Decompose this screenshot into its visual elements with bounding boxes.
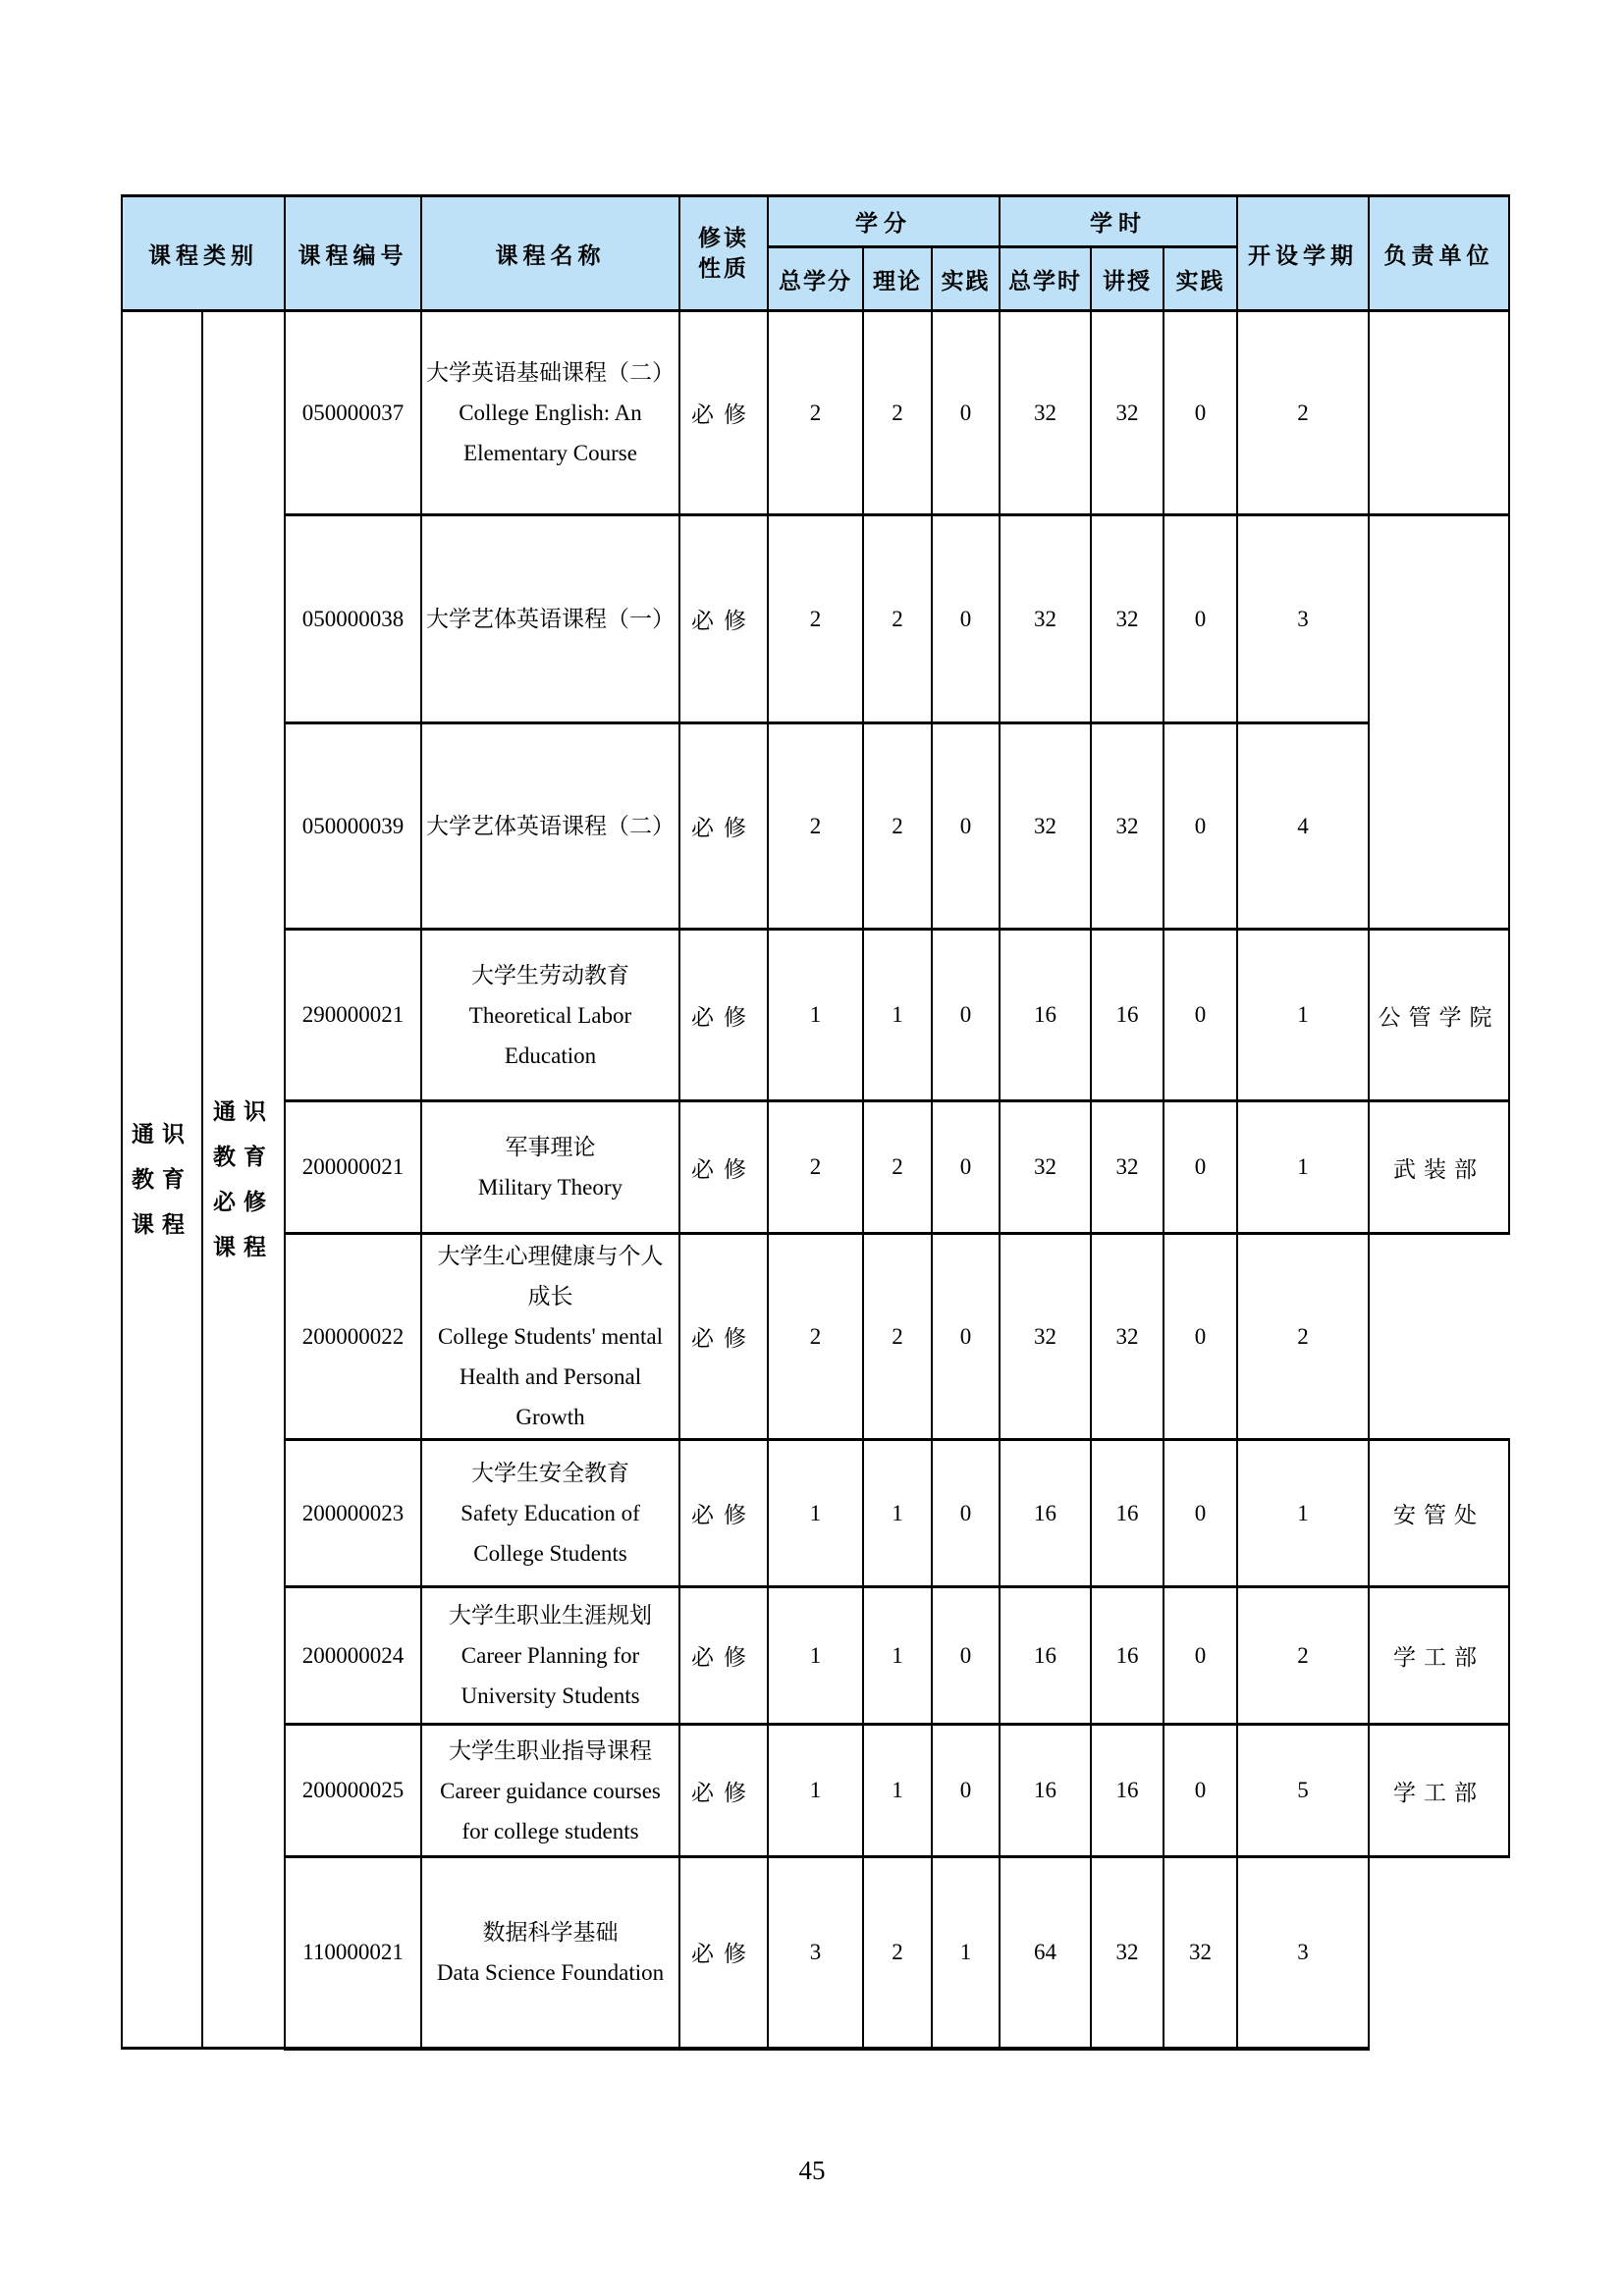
- semester-cell: 4: [1237, 723, 1369, 930]
- credits-practice: 1: [932, 1857, 1000, 2049]
- course-code: 200000023: [285, 1440, 421, 1587]
- course-nature: 必修: [679, 1857, 768, 2049]
- credits-total: 2: [768, 723, 863, 930]
- unit-cell-merged: [1369, 515, 1509, 930]
- credits-total: 2: [768, 515, 863, 723]
- credits-theory: 2: [863, 515, 932, 723]
- credits-practice: 0: [932, 1101, 1000, 1234]
- course-name: 军事理论 Military Theory: [421, 1101, 679, 1234]
- course-nature: 必修: [679, 930, 768, 1101]
- unit-cell: 武装部: [1369, 1101, 1509, 1234]
- header-cell-theory: 理论: [863, 247, 932, 311]
- credits-total: 1: [768, 1587, 863, 1725]
- hours-lecture: 32: [1091, 1101, 1164, 1234]
- unit-cell: 学工部: [1369, 1587, 1509, 1725]
- course-row: [122, 1101, 1509, 1234]
- hours-total: 32: [1000, 1101, 1091, 1234]
- course-nature: 必修: [679, 1234, 768, 1440]
- header-group-hours: 学时: [1000, 196, 1237, 247]
- credits-practice: 0: [932, 723, 1000, 930]
- header-cell-nature: 修读 性质: [679, 196, 768, 311]
- unit-cell-open: [1369, 1234, 1509, 1440]
- hours-lecture: 32: [1091, 1857, 1164, 2049]
- credits-total: 1: [768, 930, 863, 1101]
- course-row: [122, 1440, 1509, 1587]
- course-nature: 必修: [679, 1440, 768, 1587]
- credits-theory: 2: [863, 1234, 932, 1440]
- category-cell-general-required: 通识 教育 必修 课程: [202, 311, 285, 2049]
- hours-lecture: 16: [1091, 930, 1164, 1101]
- header-cell-code: 课程编号: [285, 196, 421, 311]
- hours-total: 16: [1000, 1725, 1091, 1857]
- semester-cell: 2: [1237, 1587, 1369, 1725]
- course-name: 大学生心理健康与个人 成长 College Students' mental Health and Personal Growth: [421, 1234, 679, 1440]
- credits-total: 3: [768, 1857, 863, 2049]
- course-nature: 必修: [679, 1587, 768, 1725]
- course-nature: 必修: [679, 311, 768, 515]
- unit-cell: 安管处: [1369, 1440, 1509, 1587]
- hours-practice: 0: [1164, 1440, 1237, 1587]
- credits-theory: 1: [863, 1725, 932, 1857]
- credits-total: 1: [768, 1440, 863, 1587]
- hours-lecture: 32: [1091, 311, 1164, 515]
- course-row: [122, 723, 1509, 930]
- unit-cell: [1369, 311, 1509, 515]
- hours-practice: 32: [1164, 1857, 1237, 2049]
- category-cell-general-education: 通识 教育 课程: [122, 311, 202, 2049]
- course-name: 大学生劳动教育 Theoretical Labor Education: [421, 930, 679, 1101]
- course-code: 200000021: [285, 1101, 421, 1234]
- course-name: 大学生职业指导课程 Career guidance courses for college students: [421, 1725, 679, 1857]
- course-nature: 必修: [679, 723, 768, 930]
- header-cell-lecture: 讲授: [1091, 247, 1164, 311]
- header-cell-semester: 开设学期: [1237, 196, 1369, 311]
- curriculum-table: [121, 194, 1510, 2051]
- course-name: 大学艺体英语课程（一）: [421, 515, 679, 723]
- course-row: [122, 311, 1509, 515]
- unit-cell: 公管学院: [1369, 930, 1509, 1101]
- semester-cell: 1: [1237, 1101, 1369, 1234]
- unit-cell-open: [1369, 1857, 1509, 2049]
- course-code: 200000022: [285, 1234, 421, 1440]
- hours-practice: 0: [1164, 311, 1237, 515]
- course-code: 050000039: [285, 723, 421, 930]
- course-row: [122, 515, 1509, 723]
- credits-total: 2: [768, 1234, 863, 1440]
- course-name: 大学英语基础课程（二） College English: An Elementary Course: [421, 311, 679, 515]
- credits-practice: 0: [932, 1234, 1000, 1440]
- credits-total: 2: [768, 1101, 863, 1234]
- hours-total: 16: [1000, 1440, 1091, 1587]
- hours-total: 32: [1000, 723, 1091, 930]
- hours-practice: 0: [1164, 1725, 1237, 1857]
- course-row: [122, 930, 1509, 1101]
- credits-theory: 1: [863, 930, 932, 1101]
- course-name: 数据科学基础 Data Science Foundation: [421, 1857, 679, 2049]
- credits-theory: 1: [863, 1440, 932, 1587]
- credits-practice: 0: [932, 1725, 1000, 1857]
- course-code: 200000025: [285, 1725, 421, 1857]
- hours-lecture: 16: [1091, 1725, 1164, 1857]
- course-code: 050000037: [285, 311, 421, 515]
- hours-total: 16: [1000, 930, 1091, 1101]
- credits-practice: 0: [932, 1587, 1000, 1725]
- semester-cell: 2: [1237, 311, 1369, 515]
- header-group-credits: 学分: [768, 196, 1000, 247]
- course-code: 290000021: [285, 930, 421, 1101]
- credits-practice: 0: [932, 1440, 1000, 1587]
- hours-lecture: 16: [1091, 1587, 1164, 1725]
- semester-cell: 3: [1237, 1857, 1369, 2049]
- hours-practice: 0: [1164, 930, 1237, 1101]
- course-row: [122, 1234, 1509, 1440]
- header-cell-hours-total: 总学时: [1000, 247, 1091, 311]
- semester-cell: 5: [1237, 1725, 1369, 1857]
- credits-practice: 0: [932, 930, 1000, 1101]
- hours-total: 32: [1000, 1234, 1091, 1440]
- course-code: 050000038: [285, 515, 421, 723]
- header-cell-category: 课程类别: [122, 196, 285, 311]
- credits-practice: 0: [932, 311, 1000, 515]
- course-row: [122, 1587, 1509, 1725]
- credits-theory: 2: [863, 1857, 932, 2049]
- semester-cell: 1: [1237, 930, 1369, 1101]
- unit-cell: 学工部: [1369, 1725, 1509, 1857]
- course-nature: 必修: [679, 1101, 768, 1234]
- course-code: 200000024: [285, 1587, 421, 1725]
- credits-theory: 2: [863, 1101, 932, 1234]
- course-code: 110000021: [285, 1857, 421, 2049]
- header-cell-practice-hours: 实践: [1164, 247, 1237, 311]
- hours-lecture: 32: [1091, 723, 1164, 930]
- course-name: 大学生职业生涯规划 Career Planning for University Students: [421, 1587, 679, 1725]
- credits-theory: 2: [863, 723, 932, 930]
- credits-practice: 0: [932, 515, 1000, 723]
- hours-practice: 0: [1164, 1101, 1237, 1234]
- hours-practice: 0: [1164, 723, 1237, 930]
- hours-total: 64: [1000, 1857, 1091, 2049]
- header-cell-practice-credits: 实践: [932, 247, 1000, 311]
- semester-cell: 3: [1237, 515, 1369, 723]
- semester-cell: 2: [1237, 1234, 1369, 1440]
- hours-total: 32: [1000, 515, 1091, 723]
- header-cell-unit: 负责单位: [1369, 196, 1509, 311]
- page-number: 45: [798, 2156, 826, 2185]
- credits-total: 2: [768, 311, 863, 515]
- course-name: 大学艺体英语课程（二）: [421, 723, 679, 930]
- credits-total: 1: [768, 1725, 863, 1857]
- course-nature: 必修: [679, 1725, 768, 1857]
- hours-practice: 0: [1164, 1587, 1237, 1725]
- hours-practice: 0: [1164, 1234, 1237, 1440]
- course-nature: 必修: [679, 515, 768, 723]
- header-cell-name: 课程名称: [421, 196, 679, 311]
- hours-lecture: 32: [1091, 515, 1164, 723]
- hours-total: 16: [1000, 1587, 1091, 1725]
- hours-practice: 0: [1164, 515, 1237, 723]
- header-cell-credits-total: 总学分: [768, 247, 863, 311]
- course-row: [122, 1857, 1509, 2049]
- credits-theory: 1: [863, 1587, 932, 1725]
- course-name: 大学生安全教育 Safety Education of College Students: [421, 1440, 679, 1587]
- hours-lecture: 32: [1091, 1234, 1164, 1440]
- credits-theory: 2: [863, 311, 932, 515]
- hours-total: 32: [1000, 311, 1091, 515]
- hours-lecture: 16: [1091, 1440, 1164, 1587]
- semester-cell: 1: [1237, 1440, 1369, 1587]
- course-row: [122, 1725, 1509, 1857]
- header-row-groups: [122, 196, 1509, 247]
